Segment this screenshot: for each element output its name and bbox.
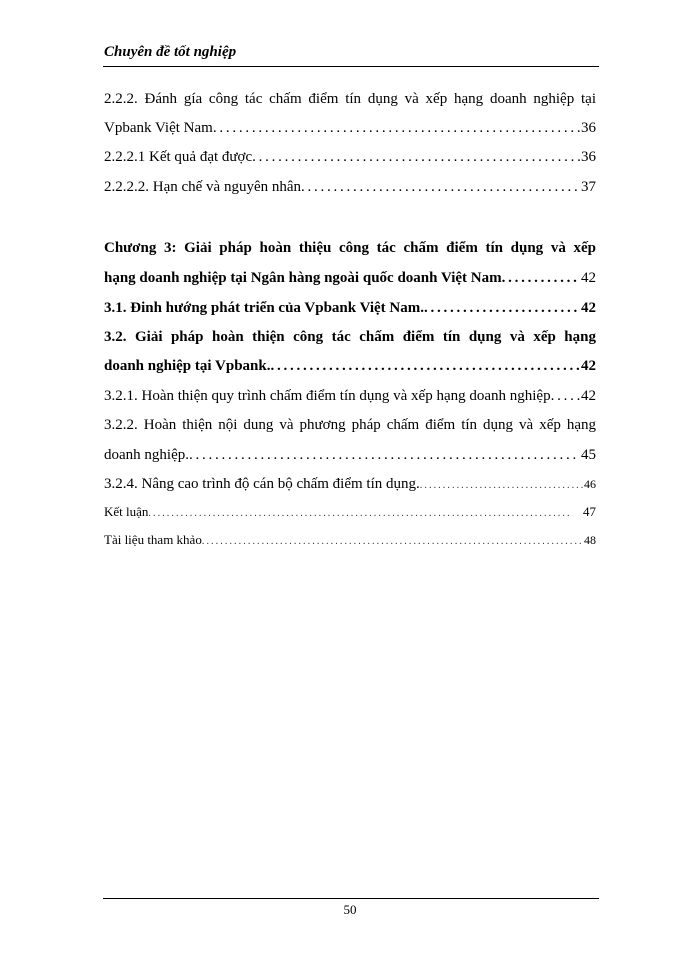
toc-entry-text: doanh nghiệp. bbox=[104, 447, 189, 463]
dot-leader bbox=[270, 357, 580, 375]
toc-entry-text: doanh nghiệp tại Vpbank. bbox=[104, 358, 271, 374]
toc-entry-text: Kết luận bbox=[104, 504, 149, 519]
toc-page-number: 36 bbox=[581, 120, 596, 136]
toc-entry-2-2-2-2 bbox=[104, 178, 596, 196]
dot-leader bbox=[551, 387, 580, 405]
header-divider bbox=[103, 66, 599, 67]
toc-entry-text: 3.2.1. Hoàn thiện quy trình chấm điểm tín dụng và xếp hạng doanh nghiệp bbox=[104, 388, 551, 404]
toc-entry-text: 2.2.2.1 Kết quả đạt được bbox=[104, 149, 253, 165]
toc-entry-2-2-2-1 bbox=[104, 148, 596, 166]
toc-entry-ket-luan bbox=[104, 503, 596, 523]
dot-leader bbox=[420, 475, 583, 495]
footer-divider bbox=[103, 898, 599, 899]
toc-entry-text: hạng doanh nghiệp tại Ngân hàng ngoài quốc doanh Việt Nam bbox=[104, 270, 502, 286]
toc-page-number: 42 bbox=[581, 388, 596, 404]
toc-entry-text: 2.2.2.2. Hạn chế và nguyên nhân bbox=[104, 179, 302, 195]
toc-page-number: 46 bbox=[584, 477, 596, 491]
dot-leader bbox=[148, 503, 571, 523]
dot-leader bbox=[213, 119, 580, 137]
toc-page-number: 37 bbox=[581, 179, 596, 195]
toc-page-number: 47 bbox=[583, 504, 596, 519]
toc-entry-text: Tài liệu tham khảo bbox=[104, 532, 202, 547]
running-header-title: Chuyên đề tốt nghiệp bbox=[104, 44, 237, 60]
toc-page-number: 36 bbox=[581, 149, 596, 165]
toc-entry-tai-lieu bbox=[104, 531, 596, 551]
dot-leader bbox=[202, 531, 583, 551]
toc-entry-3-1 bbox=[104, 299, 596, 317]
toc-entry-3-2-cont bbox=[104, 357, 596, 375]
toc-entry-text: Vpbank Việt Nam bbox=[104, 120, 213, 136]
toc-page-number: 45 bbox=[581, 447, 596, 463]
dot-leader bbox=[252, 148, 580, 166]
toc-entry-text: 3.1. Đinh hướng phát triển của Vpbank Việt Nam. bbox=[104, 300, 425, 316]
toc-entry-chapter-3-cont bbox=[104, 269, 596, 287]
dot-leader bbox=[301, 178, 580, 196]
toc-page-number: 42 bbox=[581, 270, 596, 286]
dot-leader bbox=[424, 299, 580, 317]
toc-entry-3-2-1 bbox=[104, 387, 596, 405]
toc-entry-chapter-3: Chương 3: Giải pháp hoàn thiệu công tác chấm điểm tín dụng và xếp bbox=[104, 240, 596, 256]
toc-entry-text: 3.2.4. Nâng cao trình độ cán bộ chấm điểm tín dụng. bbox=[104, 476, 420, 492]
toc-entry-2-2-2: 2.2.2. Đánh gía công tác chấm điểm tín dụng và xếp hạng doanh nghiệp tại bbox=[104, 91, 596, 107]
dot-leader bbox=[189, 446, 580, 464]
page-number: 50 bbox=[343, 902, 357, 917]
toc-entry-3-2: 3.2. Giải pháp hoàn thiện công tác chấm điểm tín dụng và xếp hạng bbox=[104, 329, 596, 345]
toc-entry-3-2-2: 3.2.2. Hoàn thiện nội dung và phương pháp chấm điểm tín dụng và xếp hạng bbox=[104, 417, 596, 433]
toc-page-number: 42 bbox=[581, 358, 596, 374]
toc-page-number: 42 bbox=[581, 300, 596, 316]
dot-leader bbox=[502, 269, 580, 287]
toc-entry-3-2-2-cont bbox=[104, 446, 596, 464]
toc-entry-2-2-2-cont bbox=[104, 119, 596, 137]
toc-page-number: 48 bbox=[584, 533, 596, 547]
toc-entry-3-2-4 bbox=[104, 475, 596, 495]
